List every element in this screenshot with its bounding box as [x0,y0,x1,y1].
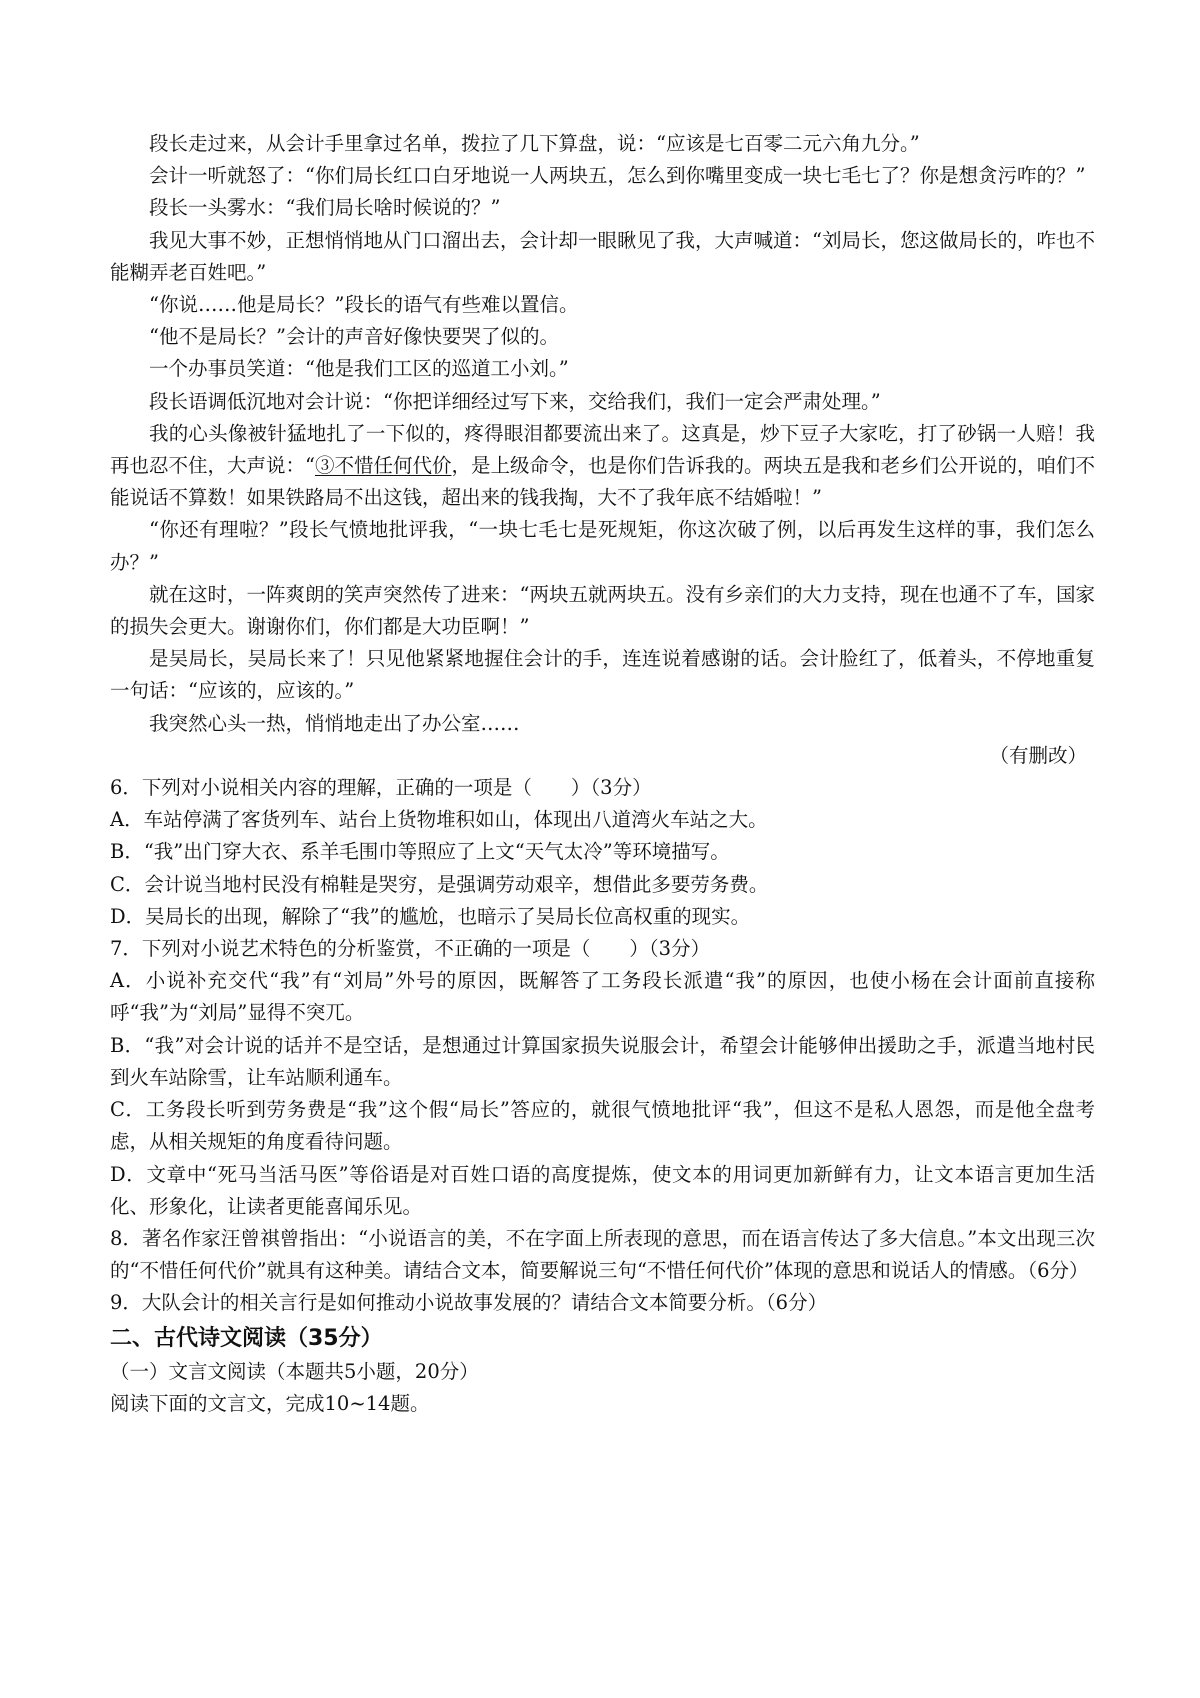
option-7b: B．“我”对会计说的话并不是空话，是想通过计算国家损失说服会计，希望会计能够伸出援助之手，派遣当地村民到火车站除雪，让车站顺利通车。 [110,1033,1095,1089]
story-paragraph: 段长一头雾水：“我们局长啥时候说的？” [149,196,501,220]
story-paragraph: 我见大事不妙，正想悄悄地从门口溜出去，会计却一眼瞅见了我，大声喊道：“刘局长，您这做局长的，咋也不能糊弄老百姓吧。” [110,228,1095,284]
story-paragraph: “他不是局长？”会计的声音好像快要哭了似的。 [149,325,559,349]
story-paragraph [110,418,1095,515]
story-paragraph: 就在这时，一阵爽朗的笑声突然传了进来：“两块五就两块五。没有乡亲们的大力支持，现在也通不了车，国家的损失会更大。谢谢你们，你们都是大功臣啊！” [110,582,1095,639]
section-instruction: 阅读下面的文言文，完成10~14题。 [110,1391,430,1415]
option-7a: A．小说补充交代“我”有“刘局”外号的原因，既解答了工务段长派遣“我”的原因，也使小杨在会计面前直接称呼“我”为“刘局”显得不突兀。 [110,969,1095,1025]
underlined-phrase: ③不惜任何代价 [314,454,452,478]
story-paragraph: 会计一听就怒了：“你们局长红口白牙地说一人两块五，怎么到你嘴里变成一块七毛七了？你是想贪污咋的？” [149,164,1086,188]
source-note: （有删改） [989,743,1087,767]
option-7d: D．文章中“死马当活马医”等俗语是对百姓口语的高度提炼，使文本的用词更加新鲜有力，让文本语言更加生活化、形象化，让读者更能喜闻乐见。 [110,1162,1095,1218]
story-text: 我的心头像被针猛地扎了一下似的，疼得眼泪都要流出来了。这真是，炒下豆子大家吃，打了砂锅一人赔！我再也忍不住，大声说：“ [110,421,1095,478]
option-6d: D．吴局长的出现，解除了“我”的尴尬，也暗示了吴局长位高权重的现实。 [110,904,751,928]
story-paragraph: 是吴局长，吴局长来了！只见他紧紧地握住会计的手，连连说着感谢的话。会计脸红了，低着头，不停地重复一句话：“应该的，应该的。” [110,647,1095,703]
story-text: ，是上级命令，也是你们告诉我的。两块五是我和老乡们公开说的，咱们不能说话不算数！如果铁路局不出这钱，超出来的钱我掏，大不了我年底不结婚啦！” [110,454,1096,510]
option-7c: C．工务段长听到劳务费是“我”这个假“局长”答应的，就很气愤地批评“我”，但这不是私人恩怨，而是他全盘考虑，从相关规矩的角度看待问题。 [110,1098,1095,1154]
question-9: 9．大队会计的相关言行是如何推动小说故事发展的？请结合文本简要分析。（6分） [110,1291,828,1315]
story-paragraph: 段长走过来，从会计手里拿过名单，拨拉了几下算盘，说：“应该是七百零二元六角九分。” [149,132,920,155]
question-8: 8．著名作家汪曾祺曾指出：“小说语言的美，不在字面上所表现的意思，而在语言传达了多大信息。”本文出现三次的“不惜任何代价”就具有这种美。请结合文本，简要解说三句“不惜任何代价”体现的意思和说话人的情感。（6分） [110,1226,1095,1283]
question-7: 7．下列对小说艺术特色的分析鉴赏，不正确的一项是（ ）（3分） [110,937,711,961]
story-paragraph: “你还有理啦？”段长气愤地批评我，“一块七毛七是死规矩，你这次破了例，以后再发生这样的事，我们怎么办？” [110,518,1095,574]
story-paragraph: 一个办事员笑道：“他是我们工区的巡道工小刘。” [149,357,569,381]
section-title: 二、古代诗文阅读（35分） [110,1325,383,1351]
question-6: 6．下列对小说相关内容的理解，正确的一项是（ ）（3分） [110,776,652,800]
option-6b: B．“我”出门穿大衣、系羊毛围巾等照应了上文“天气太冷”等环境描写。 [110,840,730,864]
exam-page [110,128,1095,1420]
story-paragraph: “你说……他是局长？”段长的语气有些难以置信。 [149,293,579,317]
story-paragraph: 我突然心头一热，悄悄地走出了办公室…… [149,711,520,735]
option-6c: C．会计说当地村民没有棉鞋是哭穷，是强调劳动艰辛，想借此多要劳务费。 [110,872,769,896]
section-subtitle: （一）文言文阅读（本题共5小题，20分） [110,1359,479,1383]
option-6a: A．车站停满了客货列车、站台上货物堆积如山，体现出八道湾火车站之大。 [110,808,768,832]
story-paragraph: 段长语调低沉地对会计说：“你把详细经过写下来，交给我们，我们一定会严肃处理。” [149,389,881,413]
